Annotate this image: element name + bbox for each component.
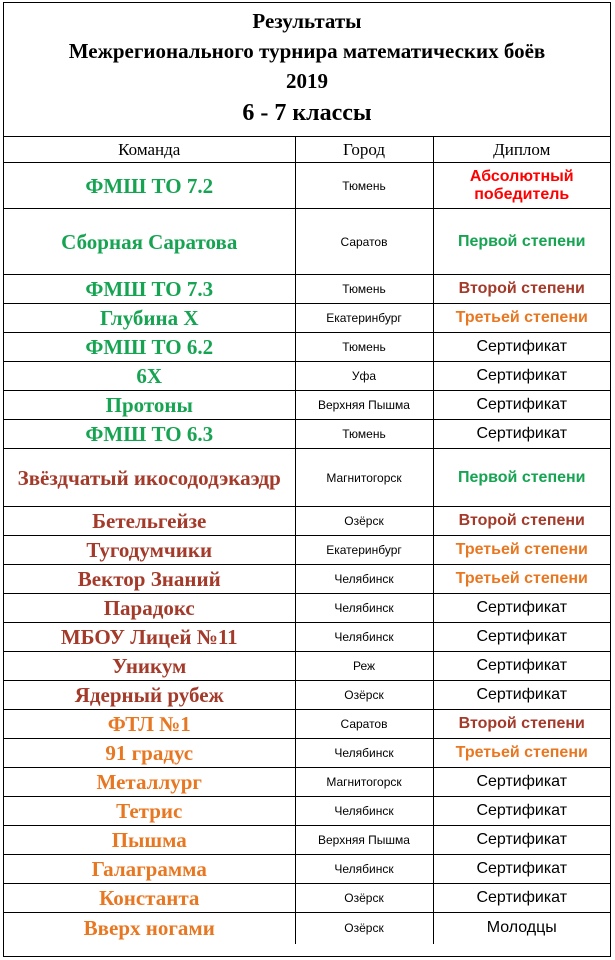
city-name: Уфа xyxy=(295,362,433,391)
table-row xyxy=(4,855,610,884)
city-name: Озёрск xyxy=(295,884,433,913)
city-name: Озёрск xyxy=(295,507,433,536)
diploma-value: Сертификат xyxy=(433,681,610,710)
city-name: Челябинск xyxy=(295,855,433,884)
diploma-value: Сертификат xyxy=(433,333,610,362)
diploma-value: Первой степени xyxy=(433,449,610,507)
table-row xyxy=(4,275,610,304)
diploma-value: Сертификат xyxy=(433,652,610,681)
team-name: Звёздчатый икосододэкаэдр xyxy=(4,449,295,507)
diploma-value: Третьей степени xyxy=(433,536,610,565)
diploma-value: Сертификат xyxy=(433,362,610,391)
table-row xyxy=(4,768,610,797)
team-name: ФМШ ТО 6.2 xyxy=(4,333,295,362)
team-name: Сборная Саратова xyxy=(4,209,295,275)
table-row xyxy=(4,826,610,855)
city-name: Верхняя Пышма xyxy=(295,391,433,420)
table-row xyxy=(4,333,610,362)
team-name: Вверх ногами xyxy=(4,913,295,944)
table-row xyxy=(4,565,610,594)
city-name: Верхняя Пышма xyxy=(295,826,433,855)
team-name: ФТЛ №1 xyxy=(4,710,295,739)
table-row xyxy=(4,304,610,333)
title-line-1: Результаты xyxy=(252,9,362,33)
diploma-value: Сертификат xyxy=(433,826,610,855)
diploma-value: Молодцы xyxy=(433,913,610,944)
team-name: 6X xyxy=(4,362,295,391)
city-name: Магнитогорск xyxy=(295,768,433,797)
column-header-city: Город xyxy=(295,137,433,163)
team-name: Константа xyxy=(4,884,295,913)
table-row xyxy=(4,623,610,652)
diploma-value: Сертификат xyxy=(433,391,610,420)
city-name: Челябинск xyxy=(295,565,433,594)
table-row xyxy=(4,507,610,536)
diploma-value: Второй степени xyxy=(433,507,610,536)
diploma-value: Сертификат xyxy=(433,797,610,826)
team-name: Глубина X xyxy=(4,304,295,333)
table-row xyxy=(4,913,610,944)
city-name: Магнитогорск xyxy=(295,449,433,507)
table-row xyxy=(4,710,610,739)
city-name: Саратов xyxy=(295,710,433,739)
city-name: Челябинск xyxy=(295,623,433,652)
team-name: Бетельгейзе xyxy=(4,507,295,536)
column-header-diploma: Диплом xyxy=(433,137,610,163)
table-row xyxy=(4,739,610,768)
table-row xyxy=(4,797,610,826)
city-name: Озёрск xyxy=(295,681,433,710)
table-row xyxy=(4,652,610,681)
table-row xyxy=(4,420,610,449)
city-name: Челябинск xyxy=(295,797,433,826)
diploma-value: Сертификат xyxy=(433,420,610,449)
city-name: Екатеринбург xyxy=(295,536,433,565)
diploma-value: Сертификат xyxy=(433,855,610,884)
title-line-3: 2019 xyxy=(286,69,328,93)
diploma-value: Третьей степени xyxy=(433,739,610,768)
team-name: Тугодумчики xyxy=(4,536,295,565)
table-row xyxy=(4,449,610,507)
results-table xyxy=(4,137,610,944)
column-header-team: Команда xyxy=(4,137,295,163)
city-name: Тюмень xyxy=(295,163,433,209)
diploma-value: Абсолютный победитель xyxy=(433,163,610,209)
city-name: Тюмень xyxy=(295,275,433,304)
team-name: Пышма xyxy=(4,826,295,855)
diploma-value: Первой степени xyxy=(433,209,610,275)
table-row xyxy=(4,681,610,710)
table-row xyxy=(4,362,610,391)
diploma-value: Сертификат xyxy=(433,768,610,797)
team-name: 91 градус xyxy=(4,739,295,768)
team-name: МБОУ Лицей №11 xyxy=(4,623,295,652)
team-name: Тетрис xyxy=(4,797,295,826)
diploma-value: Сертификат xyxy=(433,623,610,652)
table-row xyxy=(4,209,610,275)
team-name: Протоны xyxy=(4,391,295,420)
city-name: Челябинск xyxy=(295,594,433,623)
team-name: Галаграмма xyxy=(4,855,295,884)
table-row xyxy=(4,536,610,565)
city-name: Тюмень xyxy=(295,333,433,362)
table-row xyxy=(4,594,610,623)
team-name: Металлург xyxy=(4,768,295,797)
team-name: Уникум xyxy=(4,652,295,681)
team-name: ФМШ ТО 7.2 xyxy=(4,163,295,209)
team-name: Ядерный рубеж xyxy=(4,681,295,710)
team-name: Парадокс xyxy=(4,594,295,623)
diploma-value: Второй степени xyxy=(433,710,610,739)
team-name: ФМШ ТО 6.3 xyxy=(4,420,295,449)
title-line-2: Межрегионального турнира математических боёв xyxy=(68,39,546,63)
city-name: Саратов xyxy=(295,209,433,275)
city-name: Екатеринбург xyxy=(295,304,433,333)
diploma-value: Третьей степени xyxy=(433,565,610,594)
diploma-value: Третьей степени xyxy=(433,304,610,333)
team-name: Вектор Знаний xyxy=(4,565,295,594)
city-name: Озёрск xyxy=(295,913,433,944)
title-line-4: 6 - 7 классы xyxy=(242,100,372,126)
header-row xyxy=(4,137,610,163)
city-name: Реж xyxy=(295,652,433,681)
results-document xyxy=(3,2,611,957)
team-name: ФМШ ТО 7.3 xyxy=(4,275,295,304)
diploma-value: Второй степени xyxy=(433,275,610,304)
diploma-value: Сертификат xyxy=(433,884,610,913)
city-name: Челябинск xyxy=(295,739,433,768)
document-title xyxy=(4,3,610,137)
table-row xyxy=(4,391,610,420)
diploma-value: Сертификат xyxy=(433,594,610,623)
table-row xyxy=(4,884,610,913)
table-row xyxy=(4,163,610,209)
city-name: Тюмень xyxy=(295,420,433,449)
